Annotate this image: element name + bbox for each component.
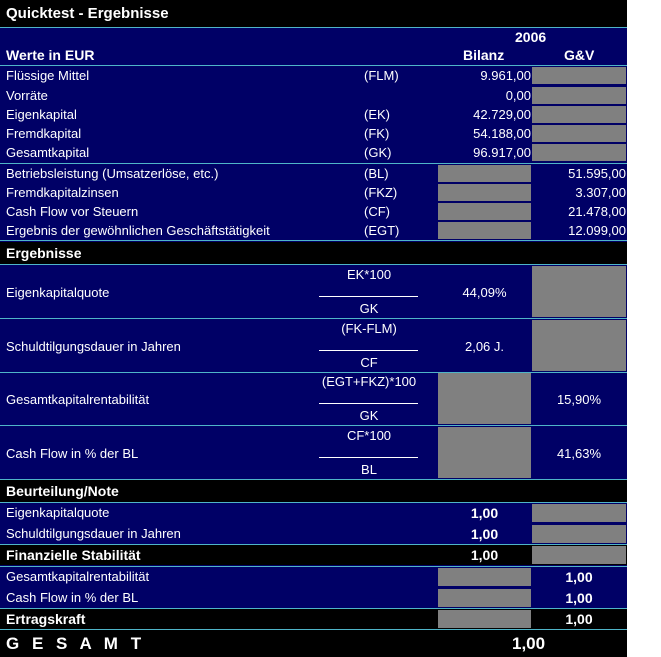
empty-cell <box>532 87 626 104</box>
input-abbreviation: (BL) <box>364 166 389 181</box>
fraction-bar <box>319 296 418 297</box>
formula-numerator: EK*100 <box>346 267 392 282</box>
rating-section-bar <box>0 480 627 502</box>
sheet-title: Quicktest - Ergebnisse <box>6 5 169 22</box>
empty-cell <box>532 106 626 123</box>
title-bar <box>0 0 627 27</box>
bilanz-value[interactable]: 0,00 <box>505 88 531 103</box>
guv-value[interactable]: 21.478,00 <box>568 204 626 219</box>
empty-cell <box>438 203 531 220</box>
formula-denominator: BL <box>361 462 377 477</box>
input-label: Fremdkapital <box>6 126 82 141</box>
bilanz-value[interactable]: 96.917,00 <box>473 145 531 160</box>
result-bilanz-value: 2,06 J. <box>464 339 505 354</box>
input-label: Cash Flow vor Steuern <box>6 204 139 219</box>
column-guv-header: G&V <box>564 47 595 63</box>
results-section-bar <box>0 242 627 264</box>
empty-cell <box>532 525 626 543</box>
empty-cell <box>532 67 626 84</box>
empty-cell <box>438 165 531 182</box>
input-abbreviation: (EK) <box>364 107 390 122</box>
result-label: Gesamtkapitalrentabilität <box>6 392 150 407</box>
rating-label: Cash Flow in % der BL <box>6 590 139 605</box>
result-bilanz-value: 44,09% <box>462 285 507 300</box>
input-abbreviation: (CF) <box>364 204 390 219</box>
input-label: Fremdkapitalzinsen <box>6 185 119 200</box>
empty-cell <box>438 222 531 239</box>
rating-bilanz-value: 1,00 <box>470 505 499 521</box>
formula-denominator: CF <box>360 355 378 370</box>
formula-numerator: CF*100 <box>346 428 392 443</box>
results-title: Ergebnisse <box>6 245 82 261</box>
earning-label: Ertragskraft <box>6 611 86 627</box>
guv-value[interactable]: 51.595,00 <box>568 166 626 181</box>
rating-guv-value: 1,00 <box>565 590 593 606</box>
empty-cell <box>532 320 626 371</box>
fraction-bar <box>319 403 418 404</box>
input-abbreviation: (FKZ) <box>364 185 398 200</box>
formula-denominator: GK <box>359 301 379 316</box>
empty-cell <box>438 373 531 424</box>
result-label: Eigenkapitalquote <box>6 285 110 300</box>
rating-guv-value: 1,00 <box>565 569 593 585</box>
empty-cell <box>532 546 626 564</box>
input-label: Ergebnis der gewöhnlichen Geschäftstätigkeit <box>6 223 270 238</box>
guv-value[interactable]: 12.099,00 <box>568 223 626 238</box>
formula-numerator: (EGT+FKZ)*100 <box>321 374 417 389</box>
input-label: Flüssige Mittel <box>6 68 90 83</box>
right-margin <box>627 0 661 657</box>
rating-bilanz-value: 1,00 <box>470 526 499 542</box>
empty-cell <box>438 568 531 586</box>
formula-denominator: GK <box>359 408 379 423</box>
input-abbreviation: (EGT) <box>364 223 400 238</box>
result-guv-value: 41,63% <box>556 446 602 461</box>
stability-value: 1,00 <box>470 547 499 563</box>
empty-cell <box>438 184 531 201</box>
formula-numerator: (FK-FLM) <box>341 321 397 336</box>
fraction-bar <box>319 457 418 458</box>
result-label: Schuldtilgungsdauer in Jahren <box>6 339 181 354</box>
input-label: Vorräte <box>6 88 48 103</box>
values-label: Werte in EUR <box>6 47 95 63</box>
year-label: 2006 <box>515 29 547 45</box>
rating-label: Eigenkapitalquote <box>6 505 110 520</box>
input-label: Gesamtkapital <box>6 145 90 160</box>
empty-cell <box>438 610 531 628</box>
empty-cell <box>532 125 626 142</box>
bilanz-value[interactable]: 54.188,00 <box>473 126 531 141</box>
input-abbreviation: (FLM) <box>364 68 399 83</box>
total-label: G E S A M T <box>6 634 146 653</box>
input-label: Eigenkapital <box>6 107 77 122</box>
fraction-bar <box>319 350 418 351</box>
rating-label: Schuldtilgungsdauer in Jahren <box>6 526 181 541</box>
input-abbreviation: (GK) <box>364 145 392 160</box>
stability-label: Finanzielle Stabilität <box>6 547 141 563</box>
result-guv-value: 15,90% <box>556 392 602 407</box>
empty-cell <box>438 589 531 607</box>
total-value: 1,00 <box>512 634 546 653</box>
earning-value: 1,00 <box>565 611 593 627</box>
input-abbreviation: (FK) <box>364 126 390 141</box>
empty-cell <box>532 266 626 317</box>
guv-value[interactable]: 3.307,00 <box>575 185 626 200</box>
empty-cell <box>532 504 626 522</box>
result-label: Cash Flow in % der BL <box>6 446 139 461</box>
empty-cell <box>532 144 626 161</box>
column-bilanz-header: Bilanz <box>463 47 505 63</box>
empty-cell <box>438 427 531 478</box>
bilanz-value[interactable]: 42.729,00 <box>473 107 531 122</box>
rating-title: Beurteilung/Note <box>6 483 119 499</box>
bilanz-value[interactable]: 9.961,00 <box>480 68 531 83</box>
rating-label: Gesamtkapitalrentabilität <box>6 569 150 584</box>
input-label: Betriebsleistung (Umsatzerlöse, etc.) <box>6 166 219 181</box>
